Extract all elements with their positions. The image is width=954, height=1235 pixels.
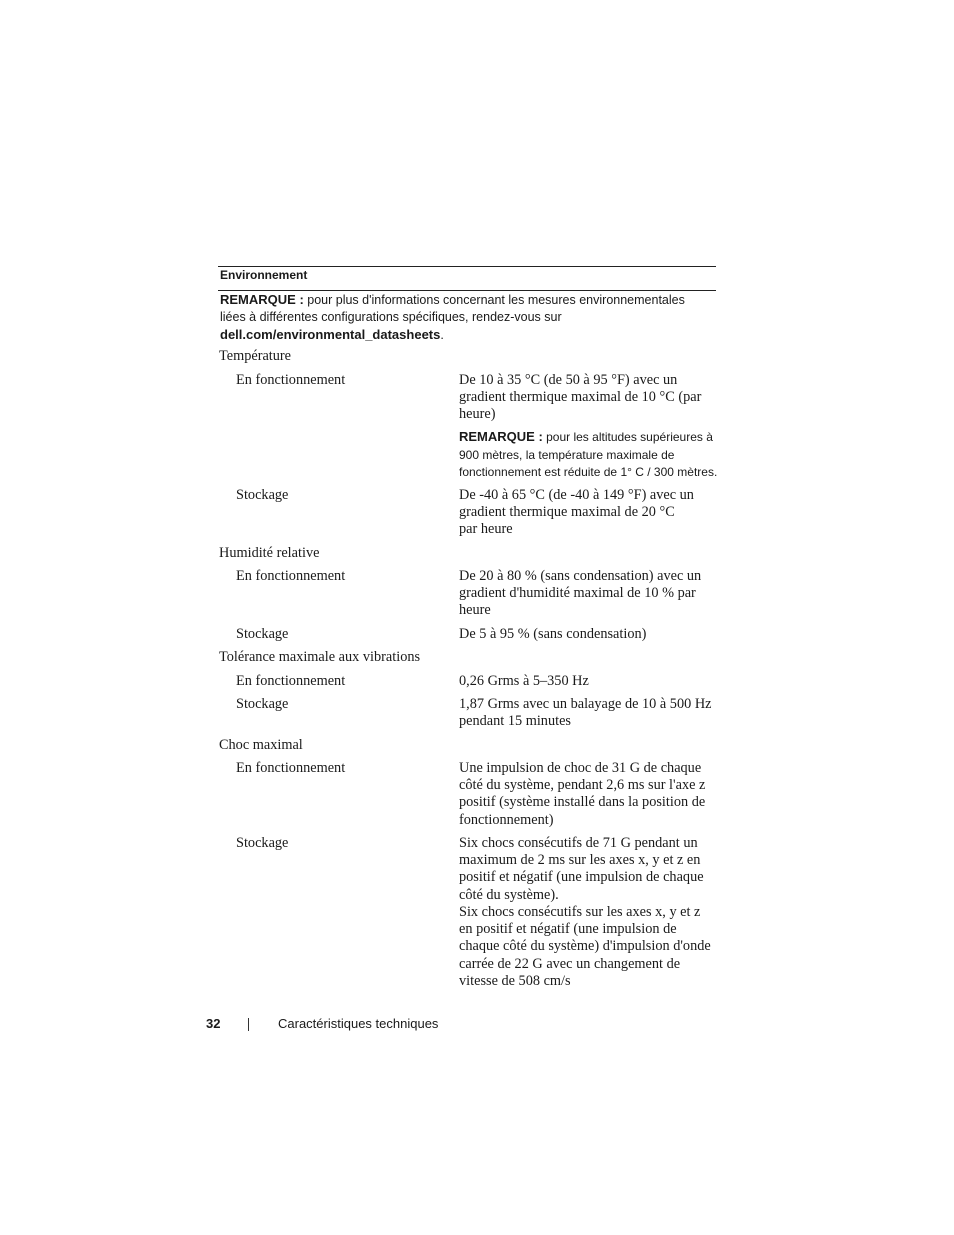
humidity-storage-label: Stockage [236, 626, 289, 642]
environment-note [220, 291, 714, 344]
vibration-title: Tolérance maximale aux vibrations [219, 649, 421, 665]
temperature-title: Température [219, 348, 292, 364]
note-label: REMARQUE : [220, 292, 304, 307]
page-number: 32 [206, 1016, 221, 1031]
vibration-storage-value: 1,87 Grms avec un balayage de 10 à 500 Hz pendant 15 minutes [459, 696, 712, 730]
datasheets-link[interactable]: dell.com/environmental_datasheets [220, 327, 441, 342]
section-title: Environnement [220, 268, 308, 282]
temperature-storage-label: Stockage [236, 487, 289, 503]
note-text: pour plus d'informations concernant les mesures environnementales liées à différentes configurations spécifiques, rendez-vous sur [220, 293, 685, 324]
shock-operating-label: En fonctionnement [236, 760, 346, 776]
humidity-operating-label: En fonctionnement [236, 568, 346, 584]
vibration-storage-label: Stockage [236, 696, 289, 712]
temperature-note-text: pour les altitudes supérieures à 900 mètres, la température maximale de fonctionnement est réduite de 1° C / 300 mètres. [459, 430, 718, 479]
temperature-note-label: REMARQUE : [459, 429, 543, 444]
shock-storage-value-1: Six chocs consécutifs de 71 G pendant un maximum de 2 ms sur les axes x, y et z en positif et négatif (une impulsion de chaque côté du système). [459, 835, 704, 903]
humidity-storage-value: De 5 à 95 % (sans condensation) [459, 626, 647, 642]
humidity-title: Humidité relative [219, 545, 320, 561]
footer-title: Caractéristiques techniques [278, 1016, 439, 1031]
temperature-operating-value: De 10 à 35 °C (de 50 à 95 °F) avec un gradient thermique maximal de 10 °C (par heure) [459, 372, 702, 423]
temperature-operating-label: En fonctionnement [236, 372, 346, 388]
shock-storage-label: Stockage [236, 835, 289, 851]
temperature-storage-value: De -40 à 65 °C (de -40 à 149 °F) avec un gradient thermique maximal de 20 °C par heure [459, 487, 694, 538]
note-end: . [440, 328, 444, 342]
shock-title: Choc maximal [219, 737, 303, 753]
vibration-operating-value: 0,26 Grms à 5–350 Hz [459, 673, 589, 689]
shock-operating-value: Une impulsion de choc de 31 G de chaque côté du système, pendant 2,6 ms sur l'axe z positif (système installé dans la position de fonctionnement) [459, 760, 706, 828]
temperature-operating-note [459, 428, 719, 482]
vibration-operating-label: En fonctionnement [236, 673, 346, 689]
shock-storage-value-2: Six chocs consécutifs sur les axes x, y et z en positif et négatif (une impulsion de chaque côté du système) d'impulsion d'onde carrée de 22 G avec un changement de vitesse de 508 cm/s [459, 904, 711, 989]
humidity-operating-value: De 20 à 80 % (sans condensation) avec un gradient d'humidité maximal de 10 % par heure [459, 568, 702, 619]
table-top-rule [218, 266, 716, 267]
footer-separator [248, 1018, 249, 1031]
